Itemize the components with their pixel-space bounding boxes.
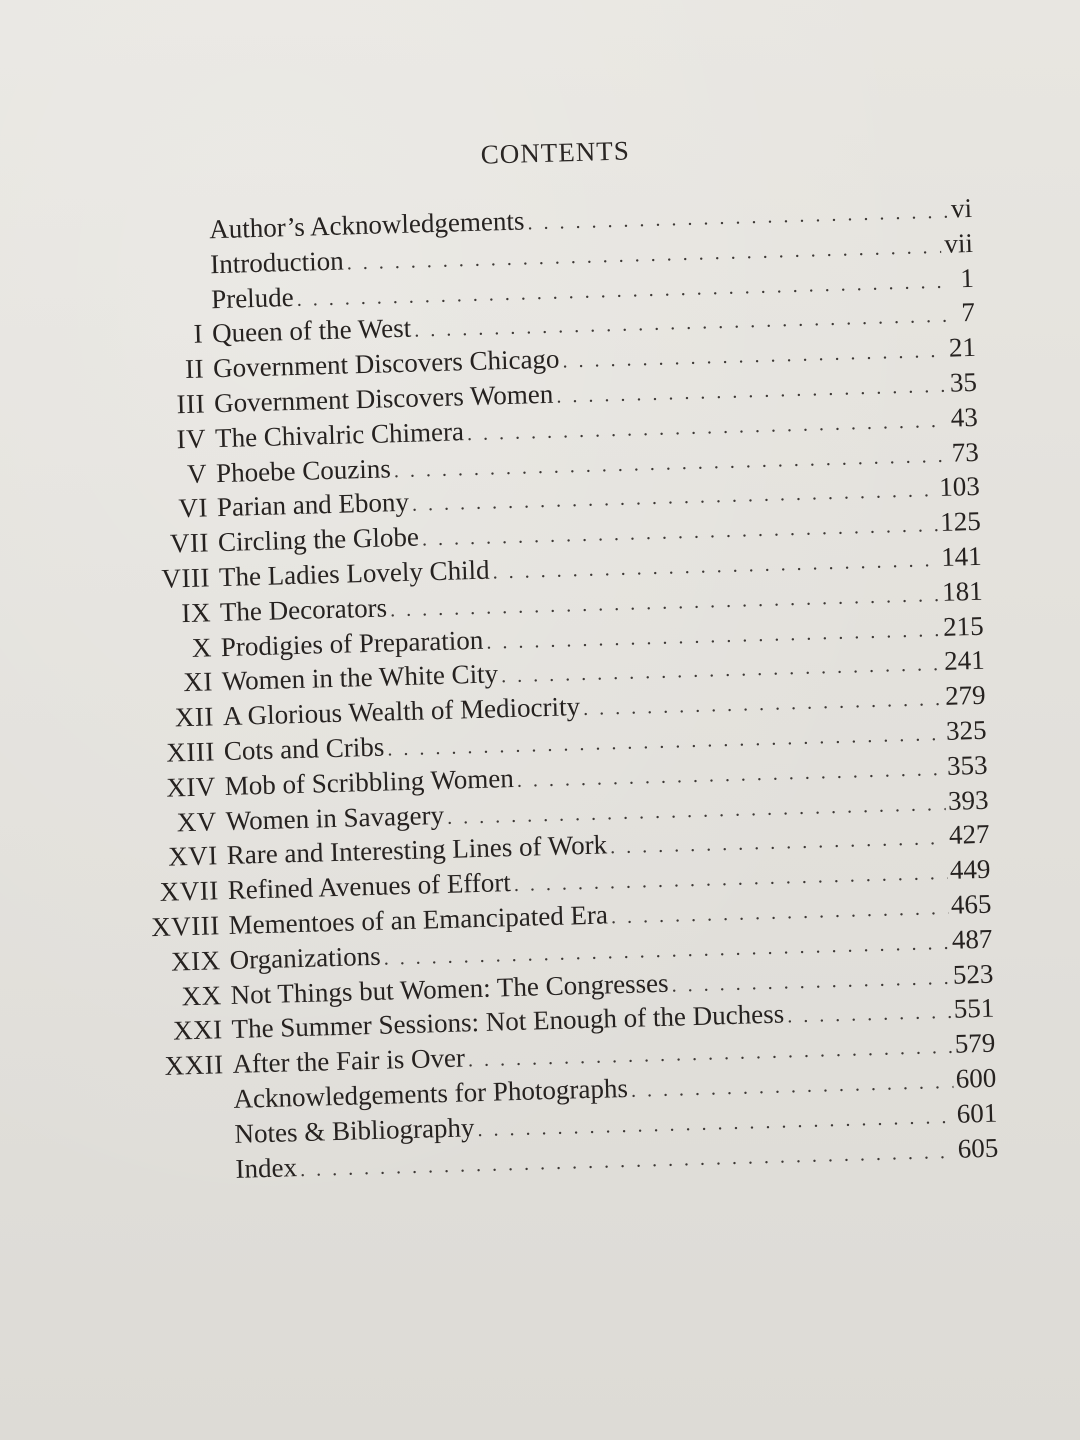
table-of-contents — [110, 126, 999, 1189]
chapter-title: Acknowledgements for Photographs — [233, 1072, 629, 1114]
page-number: 449 — [949, 853, 991, 885]
chapter-number: XII — [174, 701, 215, 733]
page-number: 487 — [951, 923, 993, 955]
page-number: 7 — [960, 297, 976, 328]
chapter-title: Cots and Cribs — [223, 731, 385, 767]
chapter-number — [138, 1143, 235, 1146]
page-number: 125 — [939, 506, 982, 538]
chapter-number: VI — [178, 492, 209, 524]
chapter-number: XVI — [167, 840, 219, 872]
chapter-title: Mob of Scribbling Women — [224, 762, 515, 801]
chapter-title: Circling the Globe — [217, 521, 420, 558]
page-number: 427 — [948, 819, 990, 851]
chapter-number: XVII — [159, 875, 220, 908]
chapter-number: I — [193, 318, 204, 350]
chapter-number: XXI — [172, 1014, 224, 1046]
contents-heading: CONTENTS — [480, 135, 631, 170]
page-number: vi — [950, 192, 973, 224]
chapter-title: The Ladies Lovely Child — [218, 554, 490, 593]
page-number: 279 — [944, 679, 986, 712]
page-number: 141 — [940, 540, 983, 572]
page-number: 551 — [953, 992, 995, 1025]
chapter-title: The Summer Sessions: Not Enough of the Duchess — [231, 998, 785, 1045]
chapter-title: Prelude — [210, 281, 295, 314]
chapter-title: Refined Avenues of Effort — [227, 867, 512, 906]
chapter-title: Government Discovers Women — [213, 378, 554, 419]
chapter-number: VII — [169, 527, 210, 559]
chapter-title: Organizations — [229, 940, 381, 975]
page-number: 35 — [949, 366, 978, 398]
chapter-number: XX — [181, 979, 223, 1011]
chapter-title: Parian and Ebony — [216, 487, 410, 523]
chapter-number: II — [184, 353, 205, 385]
chapter-title: The Decorators — [219, 592, 388, 627]
chapter-title: Author’s Acknowledgements — [208, 205, 525, 245]
chapter-number: XIII — [165, 736, 216, 768]
chapter-title: Government Discovers Chicago — [212, 343, 560, 384]
page-number: 600 — [955, 1062, 997, 1094]
chapter-title: Rare and Interesting Lines of Work — [226, 829, 608, 871]
chapter-title: Prodigies of Preparation — [220, 624, 484, 662]
chapter-title: Queen of the West — [211, 313, 412, 349]
chapter-title: Introduction — [209, 245, 345, 280]
page-number: 1 — [959, 262, 975, 293]
chapter-number — [139, 1177, 236, 1180]
page-number: 241 — [943, 645, 986, 677]
chapter-number: V — [186, 457, 208, 489]
chapter-title: Mementoes of an Emancipated Era — [228, 899, 609, 940]
chapter-title: After the Fair is Over — [232, 1042, 466, 1080]
chapter-number: XI — [182, 666, 214, 698]
page-number: 579 — [954, 1027, 996, 1059]
page-number: 601 — [956, 1097, 998, 1129]
chapter-number: XIV — [165, 771, 217, 803]
page-number: 103 — [938, 471, 981, 503]
contents-list — [112, 191, 999, 1189]
chapter-title: Phoebe Couzins — [215, 452, 392, 488]
chapter-number: IV — [176, 423, 207, 455]
chapter-title: Not Things but Women: The Congresses — [230, 967, 669, 1010]
page-number: vii — [944, 227, 974, 259]
chapter-number: XV — [176, 805, 218, 837]
page-number: 43 — [950, 401, 979, 433]
dot-leader — [787, 995, 952, 1034]
page-number: 73 — [951, 436, 980, 468]
page-number: 325 — [945, 714, 987, 746]
page-number: 181 — [941, 575, 984, 607]
chapter-title: Index — [235, 1151, 298, 1184]
chapter-number: IX — [181, 597, 212, 628]
chapter-number: XIX — [170, 944, 222, 977]
chapter-number: XXII — [164, 1049, 224, 1081]
chapter-title: The Chivalric Chimera — [214, 416, 465, 453]
page-number: 393 — [947, 784, 989, 816]
chapter-title: Notes & Bibliography — [234, 1111, 475, 1149]
chapter-title: Women in the White City — [221, 658, 499, 697]
chapter-number — [137, 1108, 234, 1111]
page-number: 465 — [950, 888, 992, 920]
page-number: 215 — [942, 610, 985, 642]
page-number: 523 — [952, 958, 994, 990]
chapter-number — [114, 273, 211, 276]
page-number: 21 — [948, 332, 977, 363]
chapter-title: A Glorious Wealth of Mediocrity — [222, 691, 581, 732]
chapter-title: Women in Savagery — [225, 799, 445, 836]
chapter-number: VIII — [161, 562, 211, 594]
chapter-number — [114, 308, 211, 311]
chapter-number — [113, 238, 210, 241]
chapter-number: XVIII — [150, 910, 221, 943]
chapter-number: III — [176, 388, 206, 420]
page-number: 353 — [946, 749, 988, 781]
chapter-number: X — [191, 631, 213, 663]
page-number: 605 — [957, 1132, 999, 1164]
